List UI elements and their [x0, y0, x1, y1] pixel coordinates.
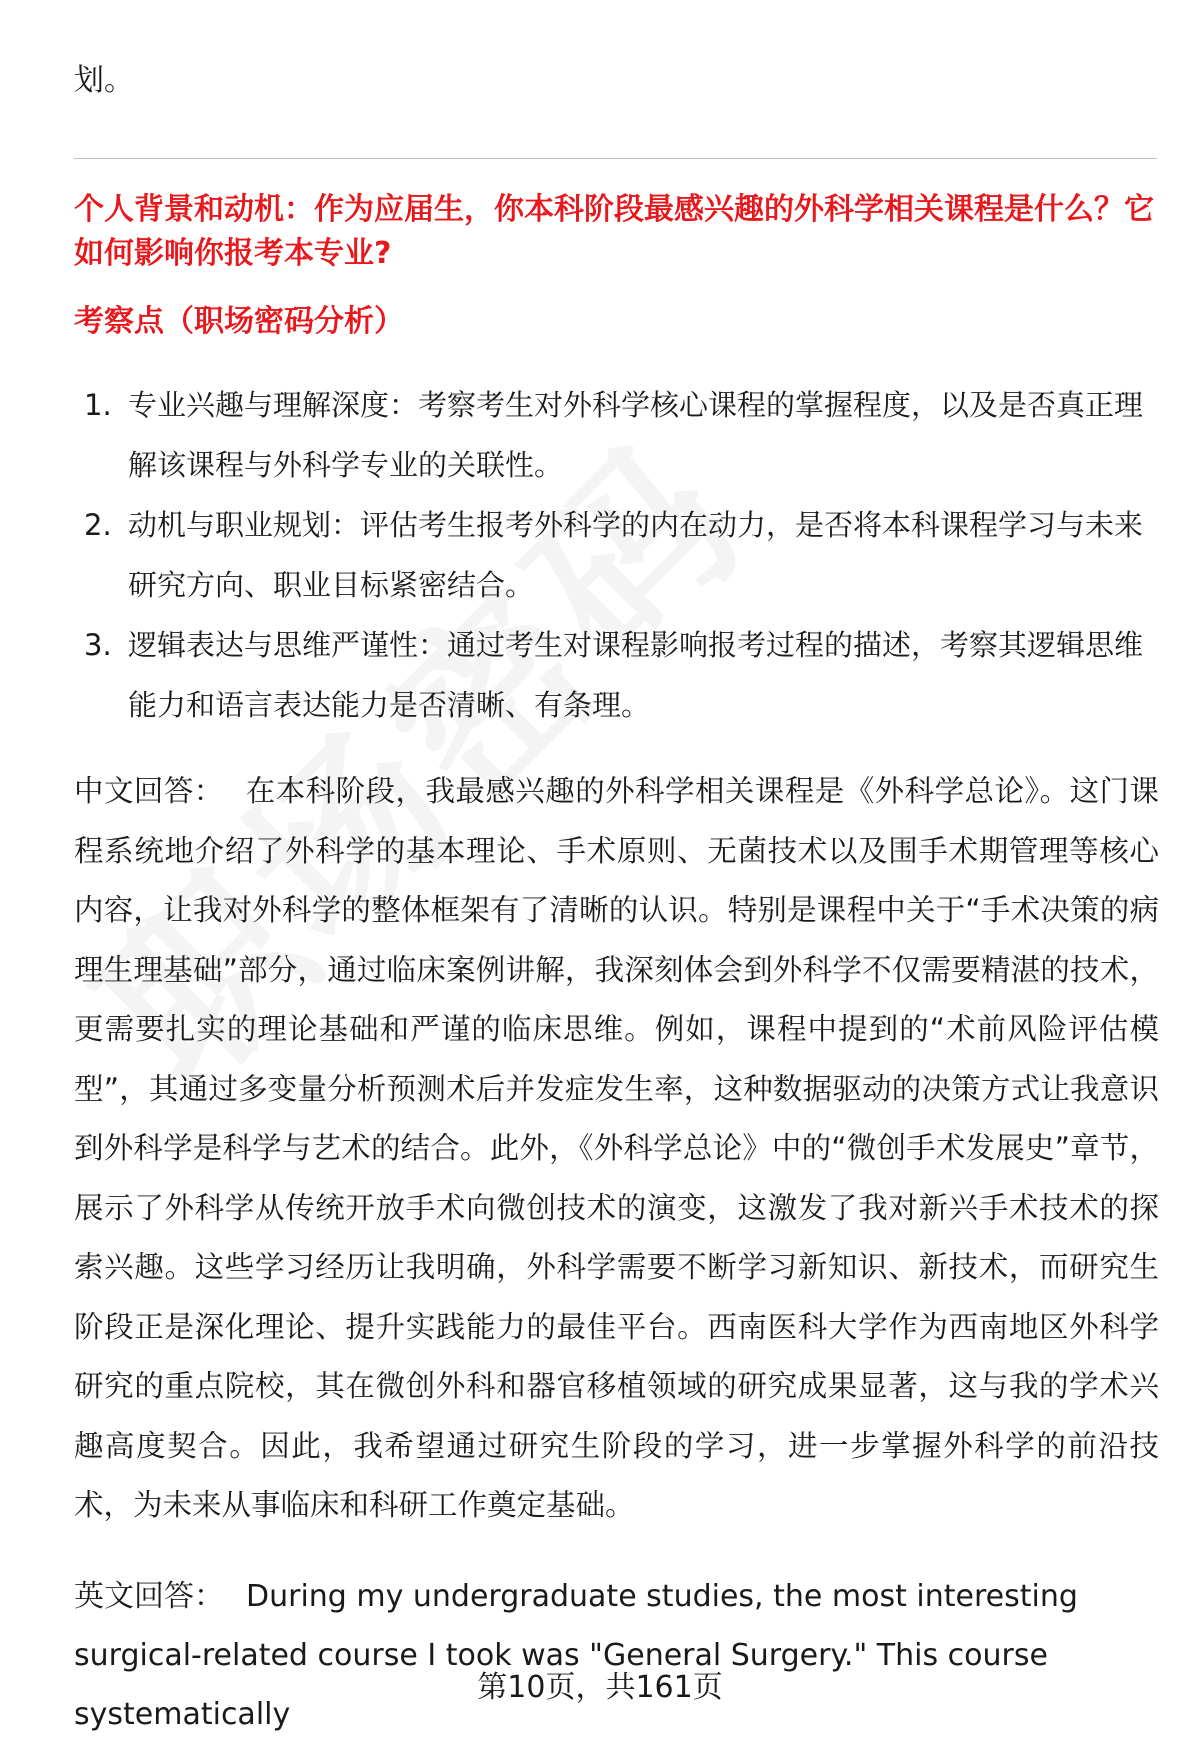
chinese-answer: [74, 762, 1159, 1536]
chinese-answer-text: 在本科阶段，我最感兴趣的外科学相关课程是《外科学总论》。这门课程系统地介绍了外科学的基本理论、手术原则、无菌技术以及围手术期管理等核心内容，让我对外科学的整体框架有了清晰的认识。特别是课程中关于“手术决策的病理生理基础”部分，通过临床案例讲解，我深刻体会到外科学不仅需要精湛的技术，更需要扎实的理论基础和严谨的临床思维。例如，课程中提到的“术前风险评估模型”，其通过多变量分析预测术后并发症发生率，这种数据驱动的决策方式让我意识到外科学是科学与艺术的结合。此外，《外科学总论》中的“微创手术发展史”章节，展示了外科学从传统开放手术向微创技术的演变，这激发了我对新兴手术技术的探索兴趣。这些学习经历让我明确，外科学需要不断学习新知识、新技术，而研究生阶段正是深化理论、提升实践能力的最佳平台。西南医科大学作为西南地区外科学研究的重点院校，其在微创外科和器官移植领域的研究成果显著，这与我的学术兴趣高度契合。因此，我希望通过研究生阶段的学习，进一步掌握外科学的前沿技术，为未来从事临床和科研工作奠定基础。: [74, 774, 1159, 1522]
point-number: 1.: [84, 388, 112, 422]
point-text: 专业兴趣与理解深度：考察考生对外科学核心课程的掌握程度，以及是否真正理解该课程与外科学专业的关联性。: [128, 388, 1144, 482]
english-answer: [74, 1567, 1159, 1744]
point-text: 动机与职业规划：评估考生报考外科学的内在动力，是否将本科课程学习与未来研究方向、职业目标紧密结合。: [128, 508, 1144, 602]
analysis-heading: 考察点（职场密码分析）: [74, 304, 404, 339]
point-number: 2.: [84, 508, 112, 542]
chinese-answer-label: 中文回答：: [74, 774, 224, 808]
page-number: 第10页，共161页: [477, 1670, 723, 1705]
section-divider: [74, 158, 1157, 159]
analysis-points: [74, 375, 1159, 735]
point-number: 3.: [84, 628, 112, 662]
continuation-text: 划。: [74, 63, 134, 98]
analysis-point: [74, 375, 1159, 495]
english-answer-text: During my undergraduate studies, the most interesting surgical-related course I took was "General Surgery." This course systematically: [74, 1579, 1078, 1732]
analysis-point: [74, 615, 1159, 735]
point-text: 逻辑表达与思维严谨性：通过考生对课程影响报考过程的描述，考察其逻辑思维能力和语言表达能力是否清晰、有条理。: [128, 628, 1144, 722]
english-answer-label: 英文回答：: [74, 1579, 224, 1614]
analysis-point: [74, 495, 1159, 615]
question-heading: 个人背景和动机：作为应届生，你本科阶段最感兴趣的外科学相关课程是什么？它如何影响你报考本专业?: [74, 192, 1154, 271]
